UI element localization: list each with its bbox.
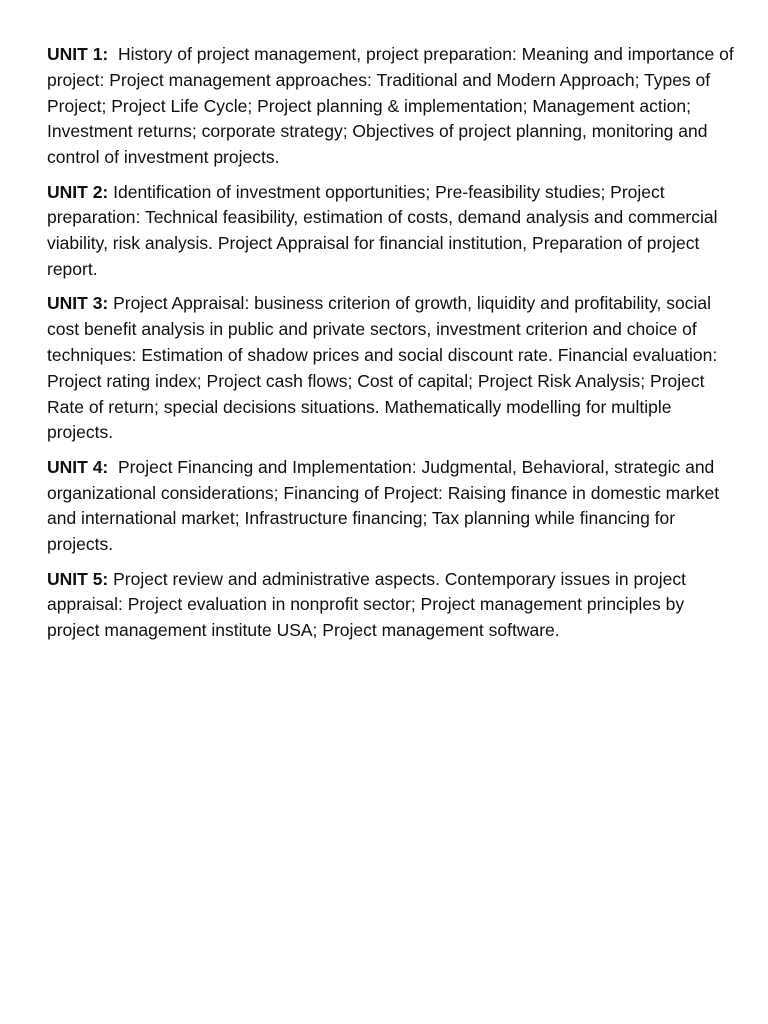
unit-3-paragraph bbox=[47, 291, 737, 446]
unit-1-gap bbox=[108, 44, 118, 64]
unit-4-paragraph bbox=[47, 455, 737, 558]
unit-5-text: Project review and administrative aspects. Contemporary issues in project appraisal: Project evaluation in nonprofit sector; Project management principles by project management institute USA; Project management software. bbox=[47, 568, 687, 641]
unit-4-gap bbox=[108, 457, 118, 477]
unit-5-paragraph bbox=[47, 567, 737, 644]
unit-4-label: UNIT 4: bbox=[47, 456, 109, 477]
unit-2-paragraph bbox=[47, 180, 737, 283]
unit-1-text: History of project management, project preparation: Meaning and importance of project: Project management approaches: Traditional and Modern Approach; Types of Project; Project Life Cycle; Project planning & implementation; Management action; Investment returns; corporate strategy; Objectives of project planning, monitoring and control of investment projects. bbox=[47, 44, 734, 168]
unit-2-text: Identification of investment opportunities; Pre-feasibility studies; Project preparation: Technical feasibility, estimation of costs, demand analysis and commercial viability, risk analysis. Project Appraisal for financial institution, Preparation of project report. bbox=[47, 181, 718, 279]
unit-2-label: UNIT 2: bbox=[47, 181, 109, 202]
unit-1-label: UNIT 1: bbox=[47, 44, 109, 64]
unit-1-paragraph bbox=[47, 42, 737, 171]
unit-3-text: Project Appraisal: business criterion of growth, liquidity and profitability, social cost benefit analysis in public and private sectors, investment criterion and choice of techniques: Estimation of shadow prices and social discount rate. Financial evaluation: Project rating index; Project cash flows; Cost of capital; Project Risk Analysis; Project Rate of return; special decisions situations. Mathematically modelling for multiple projects. bbox=[47, 293, 718, 443]
syllabus-document bbox=[47, 42, 737, 653]
unit-3-label: UNIT 3: bbox=[47, 293, 109, 314]
unit-4-text: Project Financing and Implementation: Judgmental, Behavioral, strategic and organizational considerations; Financing of Project: Raising finance in domestic market and international market; Infrastructure financing; Tax planning while financing for projects. bbox=[47, 456, 720, 555]
unit-5-label: UNIT 5: bbox=[47, 568, 109, 589]
